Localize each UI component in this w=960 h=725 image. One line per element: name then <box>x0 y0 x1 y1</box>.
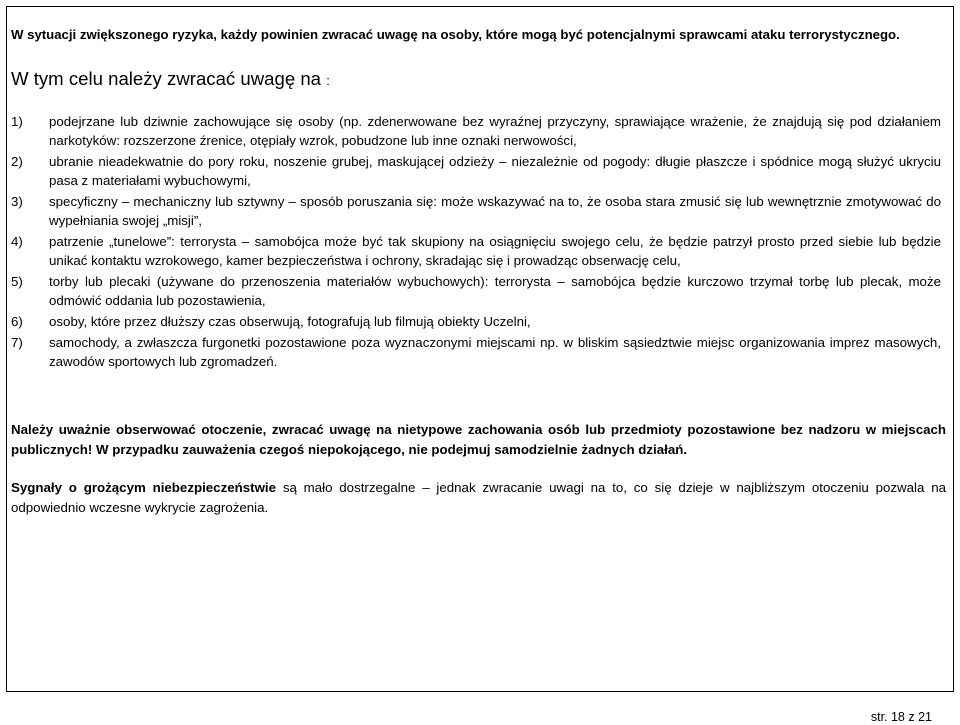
list-item <box>11 193 941 230</box>
header-text: W sytuacji zwiększonego ryzyka, każdy powinien zwracać uwagę na osoby, które mogą być potencjalnymi sprawcami ataku terrorystycznego. <box>11 27 900 42</box>
warning-signs-list <box>11 113 941 374</box>
signals-text: są mało dostrzegalne – jednak zwracanie uwagi na to, co się dzieje w najbliższym otoczeniu pozwala na odpowiednio wczesne wykrycie zagrożenia. <box>11 480 946 515</box>
list-item <box>11 153 941 190</box>
signals-paragraph <box>11 478 946 518</box>
list-item-number: 2) <box>11 153 23 169</box>
intro-heading <box>11 68 330 90</box>
signals-lead: Sygnały o grożącym niebezpieczeństwie <box>11 480 277 495</box>
list-item-number: 1) <box>11 114 23 129</box>
list-item-text: patrzenie „tunelowe”: terrorysta – samobójca może być tak skupiony na osiągnięciu swojego celu, że będzie patrzył prosto przed siebie lub będzie unikać kontaktu wzrokowego, kamer bezpieczeństwa i ochrony, skradając się i prowadząc obserwację celu, <box>49 233 941 268</box>
list-item <box>11 113 941 150</box>
list-item <box>11 273 941 310</box>
list-item-number: 5) <box>11 273 23 289</box>
list-item-text: specyficzny – mechaniczny lub sztywny – sposób poruszania się: może wskazywać na to, że osoba stara zmusić się lub wewnętrznie zmotywować do wypełniania swojej „misji”, <box>49 193 941 228</box>
warning-paragraph: Należy uważnie obserwować otoczenie, zwracać uwagę na nietypowe zachowania osób lub przedmioty pozostawione bez nadzoru w miejscach publicznych! W przypadku zauważenia czegoś niepokojącego, nie podejmuj samodzielnie żadnych działań. <box>11 422 946 457</box>
list-item-text: podejrzane lub dziwnie zachowujące się osoby (np. zdenerwowane bez wyraźnej przyczyny, sprawiające wrażenie, że znajdują się pod działaniem narkotyków: rozszerzone źrenice, otępiały wzrok, pobudzone lub inne oznaki nerwowości, <box>49 114 941 148</box>
page-number: str. 18 z 21 <box>870 710 932 724</box>
list-item-text: ubranie nieadekwatnie do pory roku, noszenie grubej, maskującej odzieży – niezależnie od pogody: długie płaszcze i spódnice mogą służyć ukryciu pasa z materiałami wybuchowymi, <box>49 153 941 188</box>
list-item-text: samochody, a zwłaszcza furgonetki pozostawione poza wyznaczonymi miejscami np. w bliskim sąsiedztwie miejsc organizowania imprez masowych, zawodów sportowych lub zgromadzeń. <box>49 335 941 369</box>
intro-colon: : <box>326 73 330 88</box>
list-item <box>11 313 941 332</box>
intro-text: W tym celu należy zwracać uwagę na <box>11 68 327 89</box>
list-item <box>11 334 941 371</box>
list-item-text: osoby, które przez dłuższy czas obserwują, fotografują lub filmują obiekty Uczelni, <box>49 313 531 329</box>
list-item-text: torby lub plecaki (używane do przenoszenia materiałów wybuchowych): terrorysta – samobójca będzie kurczowo trzymał torbę lub plecak, może odmówić oddania lub pozostawienia, <box>49 273 941 308</box>
list-item-number: 4) <box>11 233 23 249</box>
list-item <box>11 233 941 270</box>
list-item-number: 7) <box>11 335 23 351</box>
list-item-number: 6) <box>11 313 23 329</box>
list-item-number: 3) <box>11 193 23 209</box>
